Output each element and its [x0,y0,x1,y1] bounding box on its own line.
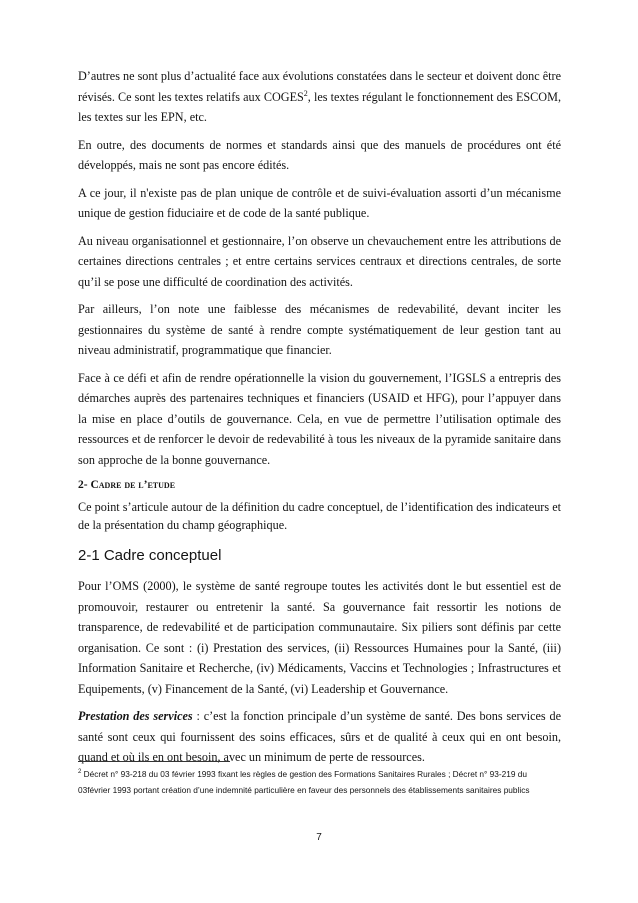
page-number: 7 [316,832,322,843]
footnote-text: Décret n° 93-218 du 03 février 1993 fixant les règles de gestion des Formations Sanitaires Rurales ; Décret n° 93-219 du 03février 1993 portant création d’une indemnité particulière en faveur des personnels des établissements sanitaires publics [78,769,530,795]
paragraph-igsls-challenge: Face à ce défi et afin de rendre opérationnelle la vision du gouvernement, l’IGSLS a entrepris des démarches auprès des partenaires techniques et financiers (USAID et HFG), pour l’appuyer dans la mise en place d’outils de gouvernance. Cela, en vue de permettre l’utilisation optimale des ressources et de renforcer le devoir de redevabilité à tous les niveaux de la pyramide sanitaire dans son approche de la bonne gouvernance. [78,370,561,467]
footnote-marker: 2 [78,769,82,776]
section-heading: 2- Cadre de l’etude [78,479,176,491]
footnote [78,767,561,798]
paragraph-oms-definition: Pour l’OMS (2000), le système de santé regroupe toutes les activités dont le but essentiel est de promouvoir, restaurer ou entretenir la santé. Sa gouvernance fait ressortir les notions de transparence, de redevabilité et de participation communautaire. Six piliers sont définis par cette organisation. Ce sont : (i) Prestation des services, (ii) Ressources Humaines pour la Santé, (iii) Information Sanitaire et Recherche, (iv) Médicaments, Vaccins et Technologies ; Infrastructures et Equipements, (v) Financement de la Santé, (vi) Leadership et Gouvernance. [78,579,561,696]
subsection-heading: 2-1 Cadre conceptuel [78,547,222,564]
paragraph-control-plan: A ce jour, il n'existe pas de plan unique de contrôle et de suivi-évaluation assorti d’un mécanisme unique de gestion fiduciaire et de code de la santé publique. [78,185,561,220]
footnote-separator [78,761,230,762]
footnote-reference: 2 [303,88,308,98]
section-intro: Ce point s’articule autour de la définition du cadre conceptuel, de l’identification des indicateurs et de la présentation du champ géographique. [78,500,561,532]
paragraph-norms-standards: En outre, des documents de normes et standards ainsi que des manuels de procédures ont été développés, mais ne sont pas encore édités. [78,137,561,172]
paragraph-accountability: Par ailleurs, l’on note une faiblesse des mécanismes de redevabilité, devant inciter les gestionnaires du système de santé à rendre compte systématiquement de leur gestion tant au niveau administratif, programmatique que financier. [78,302,561,357]
paragraph-service-delivery: Prestation des services : c’est la fonction principale d’un système de santé. Des bons services de santé sont ceux qui fournissent des soins efficaces, sûrs et de qualité à ceux qui en ont besoin, quand et où ils en ont besoin, avec un minimum de perte de ressources. [78,709,561,764]
body-text [78,66,561,775]
paragraph-organisational: Au niveau organisationnel et gestionnaire, l’on observe un chevauchement entre les attributions de certaines directions centrales ; et entre certains services centraux et directions centrales, de sorte qu’il se pose une difficulté de coordination des activités. [78,233,561,289]
term-service-delivery: Prestation des services [78,709,193,723]
paragraph-outdated-texts: D’autres ne sont plus d’actualité face aux évolutions constatées dans le secteur et doivent donc être révisés. Ce sont les textes relatifs aux COGES$^2$, les textes régulant le fonctionnement des ESCOM, les textes sur les EPN, etc. [78,69,561,124]
